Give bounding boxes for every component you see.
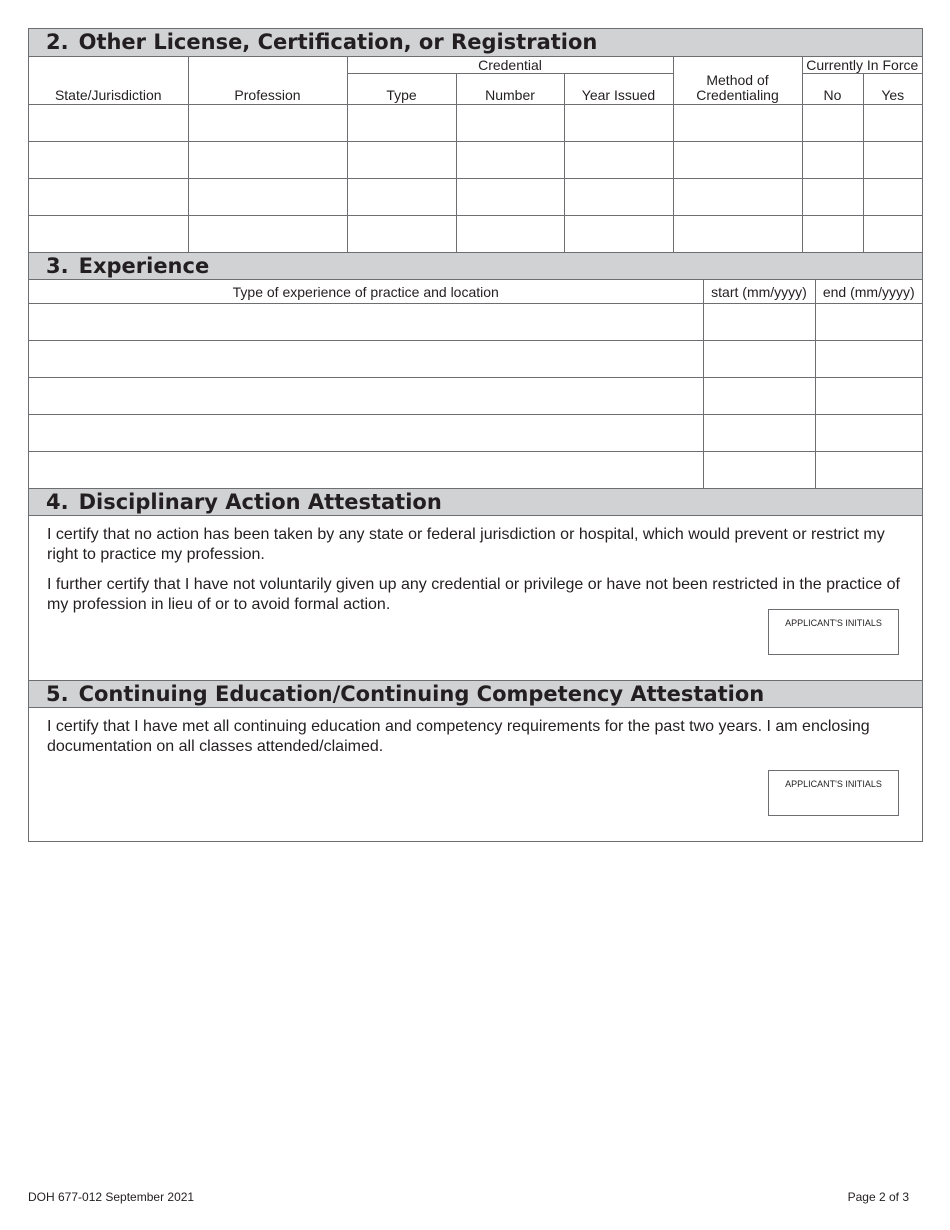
method-input[interactable] — [673, 105, 802, 142]
section-title: Experience — [78, 254, 210, 278]
year-issued-input[interactable] — [564, 216, 673, 253]
end-date-input[interactable] — [815, 378, 922, 415]
experience-input[interactable] — [29, 304, 703, 341]
col-header-start: start (mm/yyyy) — [703, 280, 815, 304]
section-4-header — [29, 488, 922, 516]
table-row — [29, 216, 922, 253]
section-number: 2. — [46, 30, 69, 54]
profession-input[interactable] — [188, 142, 347, 179]
table-row — [29, 179, 922, 216]
experience-input[interactable] — [29, 415, 703, 452]
table-row — [29, 452, 922, 489]
page-number: Page 2 of 3 — [847, 1190, 909, 1204]
table-row — [29, 105, 922, 142]
col-header-currently-in-force: Currently In Force — [802, 57, 922, 74]
start-date-input[interactable] — [703, 304, 815, 341]
attestation-text: I further certify that I have not voluntarily given up any credential or privilege or have not been restricted in the practice of my profession in lieu of or to avoid formal action. — [47, 576, 900, 613]
attestation-text: I certify that I have met all continuing education and competency requirements for the past two years. I am enclosing documentation on all classes attended/claimed. — [47, 718, 870, 755]
attestation-text: I certify that no action has been taken by any state or federal jurisdiction or hospital, which would prevent or restrict my right to practice my profession. — [47, 526, 885, 563]
type-input[interactable] — [347, 142, 456, 179]
initials-label: APPLICANT'S INITIALS — [785, 779, 882, 789]
number-input[interactable] — [456, 179, 564, 216]
application-form — [28, 28, 923, 842]
method-input[interactable] — [673, 179, 802, 216]
table-row — [29, 304, 922, 341]
col-header-number: Number — [456, 74, 564, 105]
type-input[interactable] — [347, 216, 456, 253]
profession-input[interactable] — [188, 216, 347, 253]
section-title: Disciplinary Action Attestation — [78, 490, 442, 514]
section-number: 5. — [46, 682, 69, 706]
method-input[interactable] — [673, 142, 802, 179]
start-date-input[interactable] — [703, 378, 815, 415]
section-3-header — [29, 252, 922, 280]
in-force-yes-input[interactable] — [863, 105, 922, 142]
col-header-year-issued: Year Issued — [564, 74, 673, 105]
initials-label: APPLICANT'S INITIALS — [785, 618, 882, 628]
profession-input[interactable] — [188, 105, 347, 142]
method-input[interactable] — [673, 216, 802, 253]
end-date-input[interactable] — [815, 341, 922, 378]
profession-input[interactable] — [188, 179, 347, 216]
state-input[interactable] — [29, 105, 188, 142]
experience-input[interactable] — [29, 378, 703, 415]
col-header-method: Method of Credentialing — [673, 57, 802, 105]
state-input[interactable] — [29, 216, 188, 253]
col-header-type: Type — [347, 74, 456, 105]
form-id: DOH 677-012 September 2021 — [28, 1190, 195, 1204]
end-date-input[interactable] — [815, 452, 922, 489]
start-date-input[interactable] — [703, 341, 815, 378]
start-date-input[interactable] — [703, 452, 815, 489]
number-input[interactable] — [456, 142, 564, 179]
year-issued-input[interactable] — [564, 142, 673, 179]
type-input[interactable] — [347, 179, 456, 216]
in-force-yes-input[interactable] — [863, 142, 922, 179]
applicants-initials-box[interactable] — [768, 770, 899, 816]
section-number: 4. — [46, 490, 69, 514]
state-input[interactable] — [29, 179, 188, 216]
section-2-header — [29, 28, 922, 57]
in-force-yes-input[interactable] — [863, 179, 922, 216]
end-date-input[interactable] — [815, 304, 922, 341]
col-header-state: State/Jurisdiction — [29, 57, 188, 105]
type-input[interactable] — [347, 105, 456, 142]
in-force-no-input[interactable] — [802, 105, 863, 142]
table-row — [29, 142, 922, 179]
table-row — [29, 415, 922, 452]
experience-input[interactable] — [29, 452, 703, 489]
year-issued-input[interactable] — [564, 105, 673, 142]
col-header-yes: Yes — [863, 74, 922, 105]
in-force-no-input[interactable] — [802, 142, 863, 179]
col-header-credential: Credential — [347, 57, 673, 74]
start-date-input[interactable] — [703, 415, 815, 452]
number-input[interactable] — [456, 216, 564, 253]
in-force-yes-input[interactable] — [863, 216, 922, 253]
end-date-input[interactable] — [815, 415, 922, 452]
experience-table — [29, 280, 922, 488]
applicants-initials-box[interactable] — [768, 609, 899, 655]
number-input[interactable] — [456, 105, 564, 142]
state-input[interactable] — [29, 142, 188, 179]
col-header-end: end (mm/yyyy) — [815, 280, 922, 304]
in-force-no-input[interactable] — [802, 216, 863, 253]
section-title: Continuing Education/Continuing Competency Attestation — [78, 682, 765, 706]
section-5-header — [29, 680, 922, 708]
disciplinary-attestation — [29, 516, 922, 680]
col-header-experience-type: Type of experience of practice and location — [29, 280, 703, 304]
col-header-profession: Profession — [188, 57, 347, 105]
col-header-no: No — [802, 74, 863, 105]
table-row — [29, 378, 922, 415]
in-force-no-input[interactable] — [802, 179, 863, 216]
table-row — [29, 341, 922, 378]
license-table — [29, 57, 922, 252]
section-number: 3. — [46, 254, 69, 278]
continuing-education-attestation — [29, 708, 922, 841]
experience-input[interactable] — [29, 341, 703, 378]
year-issued-input[interactable] — [564, 179, 673, 216]
section-title: Other License, Certification, or Registration — [78, 30, 598, 54]
